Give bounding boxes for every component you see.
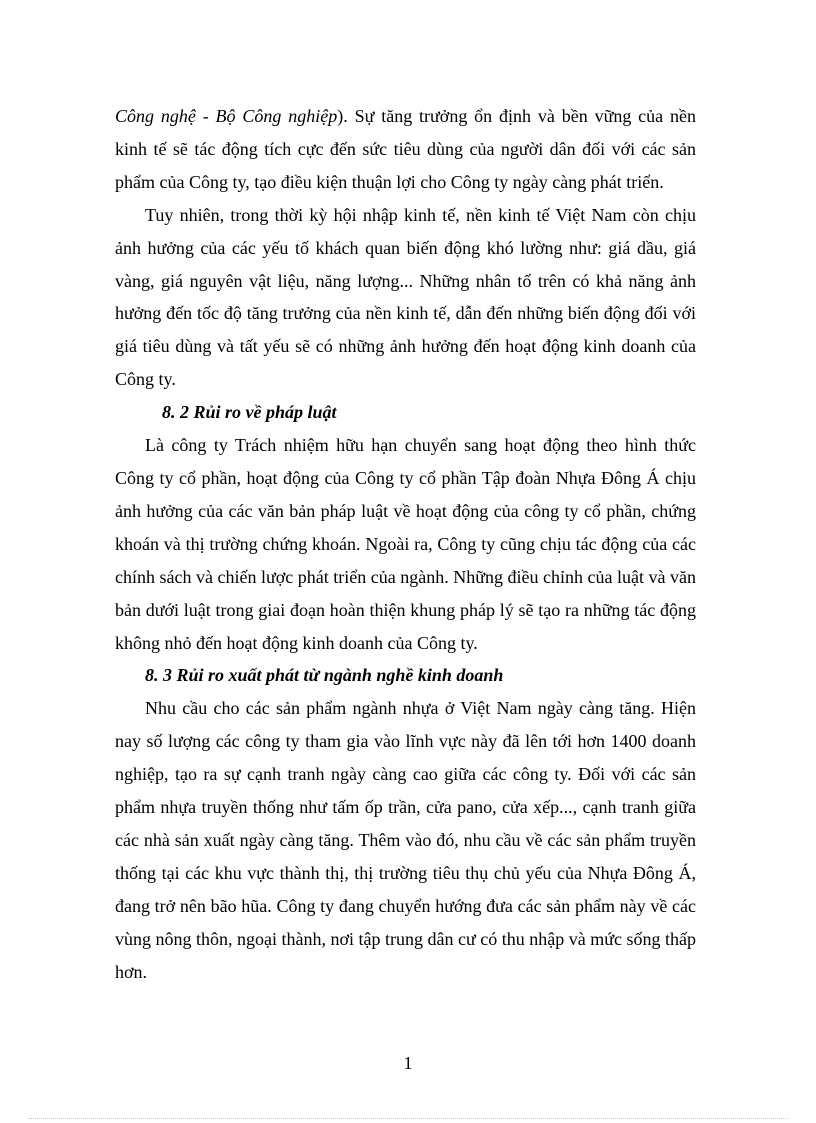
section-heading-legal-risk: 8. 2 Rủi ro về pháp luật [162,402,337,423]
paragraph-economic-growth [115,100,696,199]
paragraph-text: ). Sự tăng trưởng ổn định và bền vững của nền kinh tế sẽ tác động tích cực đến sức tiêu dùng của người dân đối với các sản phẩm của Công ty, tạo điều kiện thuận lợi cho Công ty ngày càng phát triển. [115,106,696,192]
paragraph-industry-risk: Nhu cầu cho các sản phẩm ngành nhựa ở Việt Nam ngày càng tăng. Hiện nay số lượng các công ty tham gia vào lĩnh vực này đã lên tới hơn 1400 doanh nghiệp, tạo ra sự cạnh tranh ngày càng cao giữa các công ty. Đối với các sản phẩm nhựa truyền thống như tấm ốp trần, cửa pano, cửa xếp..., cạnh tranh giữa các nhà sản xuất ngày càng tăng. Thêm vào đó, nhu cầu về các sản phẩm truyền thống tại các khu vực thành thị, thị trường tiêu thụ chủ yếu của Nhựa Đông Á, đang trở nên bão hũa. Công ty đang chuyển hướng đưa các sản phẩm này về các vùng nông thôn, ngoại thành, nơi tập trung dân cư có thu nhập và mức sống thấp hơn. [115,698,696,982]
paragraph-legal-risk: Là công ty Trách nhiệm hữu hạn chuyển sang hoạt động theo hình thức Công ty cổ phần, hoạt động của Công ty cổ phần Tập đoàn Nhựa Đông Á chịu ảnh hưởng của các văn bản pháp luật về hoạt động của công ty cổ phần, chứng khoán và thị trường chứng khoán. Ngoài ra, Công ty cũng chịu tác động của các chính sách và chiến lược phát triển của ngành. Những điều chỉnh của luật và văn bản dưới luật trong giai đoạn hoàn thiện khung pháp lý sẽ tạo ra những tác động không nhỏ đến hoạt động kinh doanh của Công ty. [115,435,696,653]
paragraph-economic-risk: Tuy nhiên, trong thời kỳ hội nhập kinh tế, nền kinh tế Việt Nam còn chịu ảnh hưởng của các yếu tố khách quan biến động khó lường như: giá dầu, giá vàng, giá nguyên vật liệu, năng lượng... Những nhân tố trên có khả năng ảnh hưởng đến tốc độ tăng trưởng của nền kinh tế, dẫn đến những biến động đối với giá tiêu dùng và tất yếu sẽ có những ảnh hưởng đến hoạt động kinh doanh của Công ty. [115,204,696,390]
italic-source-reference: Công nghệ - Bộ Công nghiệp [115,106,338,126]
section-heading-industry-risk: 8. 3 Rủi ro xuất phát từ ngành nghề kinh doanh [145,665,504,686]
page-bottom-divider [28,1118,788,1119]
page-number: 1 [403,1053,413,1073]
body-text [115,100,696,988]
